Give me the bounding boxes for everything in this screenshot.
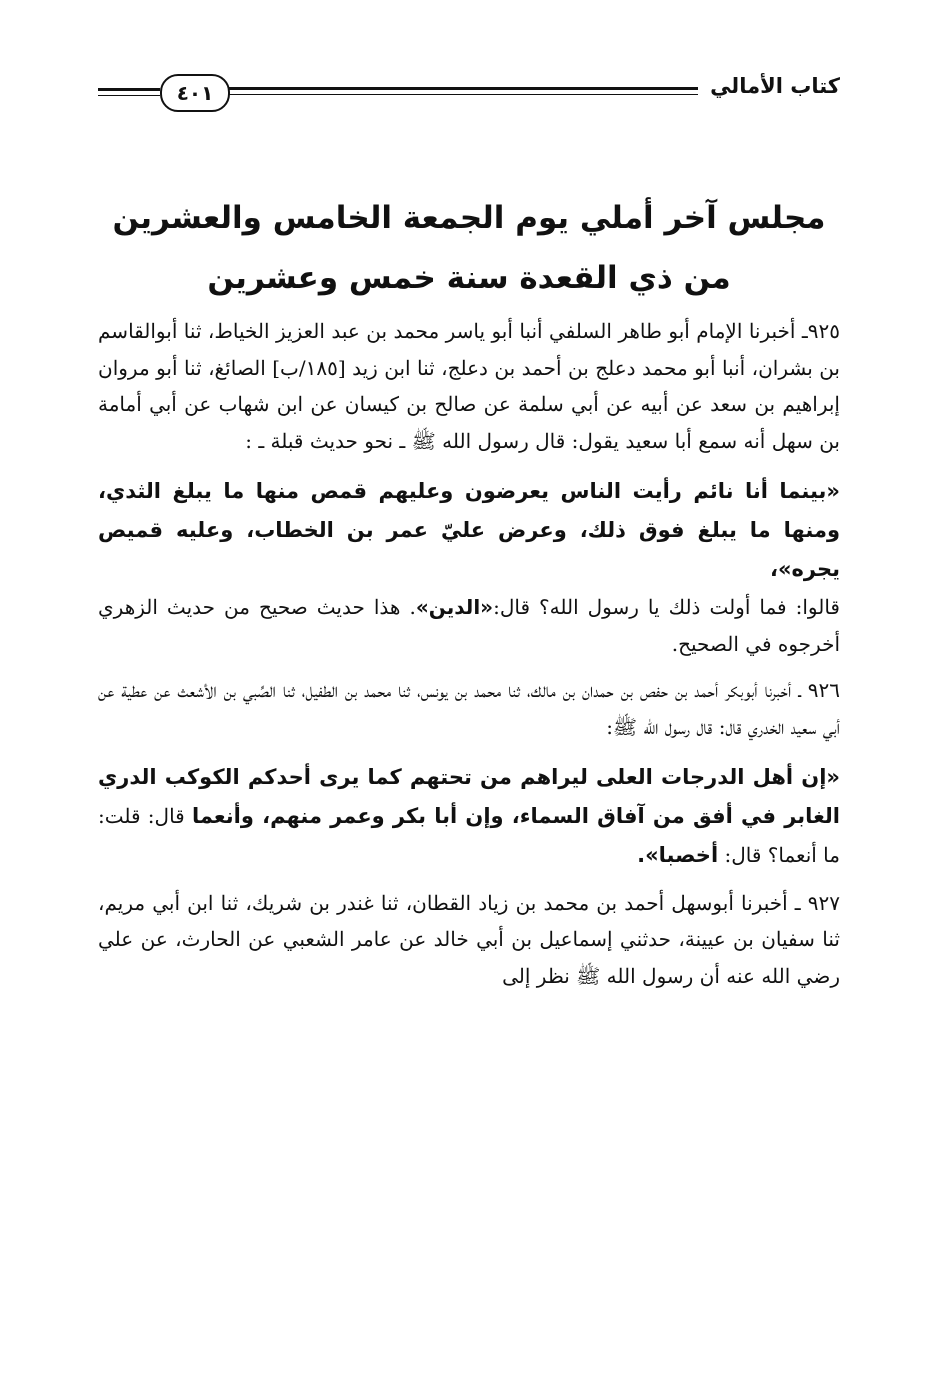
header-rule-left-thin bbox=[98, 95, 160, 96]
hadith-926-matn: «إن أهل الدرجات العلى ليراهم من تحتهم كما يرى أحدكم الكوكب الدري الغابر في أفق من آفاق السماء، وإن أبا بكر وعمر منهم، وأنعما bbox=[98, 764, 841, 828]
book-title: كتاب الأمالي bbox=[710, 74, 840, 98]
hadith-926-tail: قال: قلت: ما أنعما؟ قال: bbox=[98, 803, 840, 867]
chapter-heading-line-1: مجلس آخر أملي يوم الجمعة الخامس والعشرين bbox=[112, 200, 826, 236]
hadith-926-matn-block bbox=[98, 758, 840, 875]
header-rule-left-thick bbox=[98, 88, 160, 91]
chapter-heading-line-2: من ذي القعدة سنة خمس وعشرين bbox=[207, 260, 731, 296]
header-rule-thick bbox=[228, 87, 698, 90]
page-number-text: ٤٠١ bbox=[176, 81, 214, 105]
running-header bbox=[98, 72, 840, 116]
hadith-925-comment-start: قالوا: فما أولت ذلك يا رسول الله؟ قال: bbox=[493, 594, 840, 619]
hadith-925-comment bbox=[98, 589, 840, 662]
hadith-927-isnad: ٩٢٧ ـ أخبرنا أبوسهل أحمد بن محمد بن زياد القطان، ثنا غندر بن شريك، ثنا ابن أبي مريم، ثنا سفيان بن عيينة، حدثني إسماعيل بن أبي خالد عن عامر الشعبي عن الحارث، عن علي رضي الله عنه أن رسول الله ﷺ نظر إلى bbox=[98, 890, 840, 989]
hadith-925-comment-end: . هذا حديث صحيح من حديث الزهري أخرجوه في الصحيح. bbox=[98, 594, 840, 656]
hadith-925-matn: «بينما أنا نائم رأيت الناس يعرضون وعليهم قمص منها ما يبلغ الثدي، ومنها ما يبلغ فوق ذلك، وعرض عليّ عمر بن الخطاب، وعليه قميص يجره»، bbox=[98, 478, 840, 581]
page-body bbox=[98, 313, 840, 995]
chapter-heading bbox=[98, 188, 840, 308]
page-number bbox=[160, 74, 230, 112]
hadith-925-comment-bold: «الدين» bbox=[415, 594, 494, 619]
hadith-925-isnad: ٩٢٥ـ أخبرنا الإمام أبو طاهر السلفي أنبا أبو ياسر محمد بن عبد العزيز الخياط، ثنا أبوالقاسم بن بشران، أنبا أبو محمد دعلج بن أحمد بن دعلج، ثنا ابن زيد [١٨٥/ب] الصائغ، ثنا أبو مروان إبراهيم بن سعد عن أبيه عن أبي سلمة عن صالح بن كيسان عن ابن شهاب عن أبي أمامة بن سهل أنه سمع أبا سعيد يقول: قال رسول الله ﷺ ـ نحو حديث قبلة ـ : bbox=[98, 319, 840, 454]
header-rule-thin bbox=[228, 94, 698, 95]
hadith-926-tail-bold: أخصبا». bbox=[637, 842, 719, 867]
hadith-926-isnad: ٩٢٦ ـ أخبرنا أبوبكر أحمد بن حفص بن حمدان بن مالك، ثنا محمد بن يونس، ثنا محمد بن الطفيل، ثنا الصِّبي بن الأشعث عن عطية عن أبي سعيد الخدري قال: قال رسول الله ﷺ: bbox=[98, 678, 840, 739]
